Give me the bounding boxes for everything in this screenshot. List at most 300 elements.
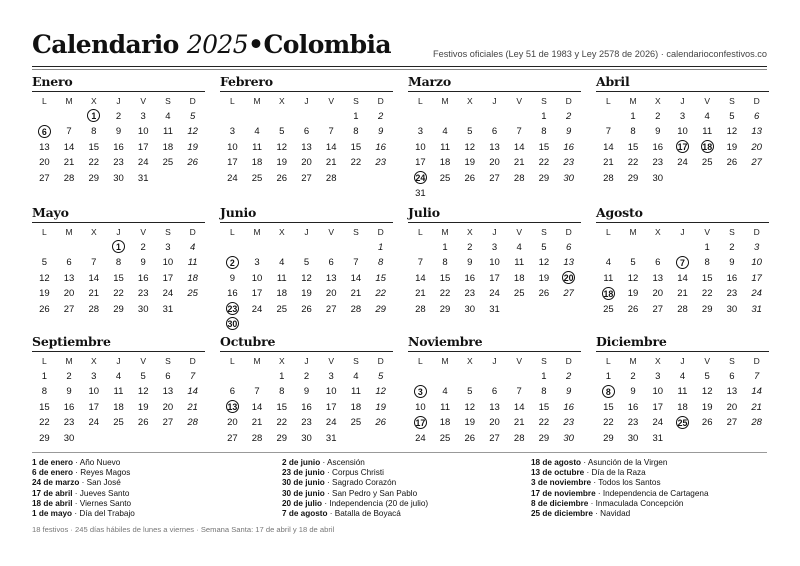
month-name: Marzo — [408, 74, 451, 89]
day-cell: 7 — [189, 371, 196, 382]
day-cell: 31 — [162, 303, 174, 315]
day-cell: 8 — [41, 386, 47, 398]
day-cell: 12 — [137, 386, 149, 398]
day-cell: 24 — [137, 157, 149, 169]
day-cell: 9 — [565, 386, 572, 398]
day-cell: 25 — [439, 172, 451, 184]
day-cell: 17 — [751, 272, 762, 284]
day-cell: 25 — [187, 288, 198, 300]
day-cell: 1 — [41, 371, 47, 382]
day-cell: 27 — [325, 303, 337, 315]
empty-cell — [220, 240, 245, 255]
holiday-date: 17 de abril — [32, 488, 73, 498]
weekday-header: J — [304, 227, 309, 237]
weekday-header: X — [278, 227, 285, 237]
day-cell: 11 — [440, 401, 450, 413]
day-cell: 5 — [303, 257, 310, 269]
day-cell: 10 — [677, 126, 688, 138]
day-cell: 17 — [325, 401, 337, 413]
day-cell: 12 — [464, 141, 476, 153]
day-cell: 17 — [652, 401, 664, 413]
holiday-date: 30 de junio — [282, 488, 325, 498]
day-cell: 30 — [627, 432, 639, 444]
weekday-header: V — [516, 227, 523, 237]
day-cell: 24 — [251, 303, 263, 315]
weekday-header: S — [729, 227, 735, 237]
holiday-day: 13 — [227, 402, 238, 413]
day-cell: 3 — [254, 257, 260, 269]
day-cell: 15 — [39, 401, 50, 413]
weekday-header: V — [516, 356, 523, 366]
day-cell: 30 — [563, 432, 574, 444]
month-divider — [32, 222, 205, 223]
day-cell: 5 — [541, 242, 547, 253]
empty-cell — [269, 240, 294, 255]
weekday-header: D — [189, 356, 196, 366]
title-year: 2025 — [186, 30, 249, 59]
weekday-header: V — [328, 227, 335, 237]
day-cell: 11 — [514, 257, 525, 269]
empty-cell — [245, 369, 270, 384]
day-cell: 15 — [701, 272, 713, 284]
empty-cell — [596, 109, 621, 124]
day-cell: 10 — [415, 401, 426, 413]
day-cell: 20 — [227, 417, 238, 429]
day-cell: 30 — [464, 303, 476, 315]
weekday-header: X — [90, 227, 97, 237]
holiday-day: 23 — [227, 304, 238, 315]
weekday-header: V — [140, 356, 147, 366]
holiday-date: 17 de noviembre — [531, 488, 596, 498]
month-name: Diciembre — [596, 334, 667, 349]
day-cell: 14 — [88, 272, 100, 284]
month-junio — [220, 205, 393, 332]
day-cell: 15 — [113, 272, 124, 284]
day-cell: 22 — [276, 417, 288, 429]
day-cell: 28 — [415, 303, 426, 315]
day-cell: 27 — [63, 303, 75, 315]
day-cell: 13 — [325, 272, 337, 284]
weekday-header: X — [278, 356, 285, 366]
day-cell: 23 — [563, 417, 574, 429]
weekday-header: M — [65, 356, 73, 366]
day-cell: 2 — [303, 371, 310, 382]
weekday-header: J — [116, 227, 121, 237]
day-cell: 23 — [63, 417, 75, 429]
month-name: Noviembre — [408, 334, 483, 349]
day-cell: 11 — [702, 126, 713, 138]
month-days-grid — [220, 225, 393, 332]
day-cell: 28 — [251, 432, 263, 444]
holiday-name: Viernes Santo — [79, 498, 132, 508]
holiday-entry: 20 de julio · Independencia (20 de julio) — [282, 498, 429, 508]
day-cell: 21 — [325, 157, 337, 169]
weekday-header: D — [565, 227, 572, 237]
weekday-header: X — [90, 96, 97, 106]
holiday-name: Navidad — [600, 509, 631, 519]
day-cell: 23 — [113, 157, 124, 169]
day-cell: 21 — [751, 401, 762, 413]
holiday-name: Jueves Santo — [79, 488, 130, 498]
day-cell: 29 — [276, 432, 288, 444]
day-cell: 31 — [415, 187, 426, 199]
day-cell: 10 — [88, 386, 100, 398]
month-days-grid — [596, 225, 769, 317]
weekday-header: L — [417, 96, 423, 106]
day-cell: 8 — [541, 386, 547, 398]
day-cell: 13 — [489, 141, 500, 153]
day-cell: 26 — [301, 303, 312, 315]
day-cell: 23 — [652, 157, 664, 169]
day-cell: 12 — [701, 386, 713, 398]
day-cell: 26 — [276, 172, 288, 184]
footnote: 18 festivos · 245 días hábiles de lunes a viernes · Semana Santa: 17 de abril y 18 de abril — [32, 525, 335, 534]
month-divider — [596, 91, 769, 92]
day-cell: 28 — [325, 172, 337, 184]
day-cell: 27 — [489, 172, 500, 184]
day-cell: 12 — [538, 257, 550, 269]
holiday-column — [282, 458, 428, 519]
day-cell: 9 — [655, 126, 661, 138]
day-cell: 9 — [303, 386, 310, 398]
empty-cell — [457, 109, 482, 124]
day-cell: 24 — [415, 432, 426, 444]
weekday-header: L — [41, 227, 47, 237]
day-cell: 28 — [88, 303, 100, 315]
month-enero — [32, 74, 205, 186]
day-cell: 16 — [301, 401, 312, 413]
day-cell: 7 — [516, 126, 522, 138]
holiday-entry: 6 de enero · Reyes Magos — [32, 468, 131, 478]
day-cell: 7 — [516, 386, 522, 398]
day-cell: 11 — [440, 141, 450, 153]
day-cell: 5 — [729, 111, 735, 122]
day-cell: 2 — [565, 371, 572, 382]
holiday-entry: 17 de abril · Jueves Santo — [32, 488, 130, 498]
day-cell: 13 — [39, 141, 50, 153]
weekday-header: L — [229, 96, 235, 106]
day-cell: 11 — [113, 386, 124, 398]
day-cell: 7 — [254, 386, 260, 398]
day-cell: 24 — [489, 288, 500, 300]
day-cell: 19 — [464, 157, 476, 169]
month-name: Julio — [408, 205, 440, 220]
day-cell: 14 — [513, 401, 525, 413]
day-cell: 13 — [301, 141, 312, 153]
day-cell: 10 — [227, 141, 238, 153]
day-cell: 16 — [563, 141, 574, 153]
day-cell: 29 — [375, 303, 386, 315]
day-cell: 4 — [516, 242, 522, 253]
holiday-name: Ascensión — [327, 458, 365, 467]
day-cell: 25 — [162, 157, 174, 169]
weekday-header: D — [377, 96, 384, 106]
weekday-header: S — [165, 227, 171, 237]
day-cell: 9 — [467, 257, 473, 269]
day-cell: 29 — [538, 172, 550, 184]
weekday-header: J — [116, 96, 121, 106]
day-cell: 9 — [729, 257, 735, 269]
day-cell: 6 — [655, 257, 661, 269]
day-cell: 21 — [88, 288, 100, 300]
day-cell: 22 — [350, 157, 362, 169]
day-cell: 23 — [301, 417, 312, 429]
day-cell: 10 — [251, 272, 263, 284]
day-cell: 5 — [189, 111, 196, 122]
day-cell: 31 — [652, 432, 664, 444]
day-cell: 2 — [377, 111, 384, 122]
month-divider — [32, 351, 205, 352]
holiday-day: 20 — [563, 273, 574, 284]
day-cell: 5 — [704, 371, 710, 382]
empty-cell — [408, 109, 433, 124]
day-cell: 1 — [279, 371, 285, 382]
day-cell: 2 — [565, 111, 572, 122]
day-cell: 18 — [187, 272, 198, 284]
day-cell: 21 — [251, 417, 263, 429]
day-cell: 28 — [751, 417, 762, 429]
day-cell: 5 — [630, 257, 636, 269]
day-cell: 17 — [162, 272, 174, 284]
day-cell: 19 — [375, 401, 386, 413]
day-cell: 14 — [415, 272, 426, 284]
holiday-entry: 18 de agosto · Asunción de la Virgen — [531, 458, 668, 467]
day-cell: 22 — [603, 417, 614, 429]
day-cell: 10 — [415, 141, 426, 153]
day-cell: 27 — [751, 157, 762, 169]
day-cell: 21 — [350, 288, 362, 300]
day-cell: 18 — [162, 141, 174, 153]
day-cell: 19 — [538, 272, 550, 284]
day-cell: 13 — [63, 272, 75, 284]
day-cell: 24 — [88, 417, 100, 429]
day-cell: 30 — [301, 432, 312, 444]
day-cell: 11 — [350, 386, 361, 398]
weekday-header: X — [654, 96, 661, 106]
day-cell: 2 — [655, 111, 661, 122]
holiday-name: Todos los Santos — [598, 478, 661, 488]
weekday-header: L — [605, 356, 611, 366]
month-days-grid — [408, 94, 581, 201]
weekday-header: X — [466, 96, 473, 106]
day-cell: 19 — [301, 288, 312, 300]
month-septiembre — [32, 334, 205, 446]
day-cell: 18 — [350, 401, 362, 413]
weekday-header: L — [41, 96, 47, 106]
day-cell: 16 — [652, 141, 664, 153]
month-days-grid — [220, 354, 393, 446]
month-agosto — [596, 205, 769, 317]
day-cell: 1 — [541, 111, 547, 122]
empty-cell — [621, 240, 646, 255]
month-divider — [408, 351, 581, 352]
day-cell: 8 — [377, 257, 384, 269]
holiday-name: Batalla de Boyacá — [334, 509, 401, 519]
holiday-date: 25 de diciembre — [531, 509, 593, 519]
day-cell: 11 — [677, 386, 688, 398]
day-cell: 3 — [328, 371, 334, 382]
holiday-date: 8 de diciembre — [531, 498, 589, 508]
weekday-header: D — [565, 96, 572, 106]
month-name: Enero — [32, 74, 73, 89]
empty-cell — [57, 109, 82, 124]
month-name: Junio — [220, 205, 257, 220]
empty-cell — [294, 240, 319, 255]
day-cell: 10 — [137, 126, 149, 138]
weekday-header: S — [353, 96, 359, 106]
weekday-header: J — [680, 356, 685, 366]
weekday-header: M — [441, 356, 449, 366]
holiday-date: 18 de abril — [32, 498, 73, 508]
empty-cell — [670, 240, 695, 255]
holiday-day: 7 — [670, 255, 695, 270]
day-cell: 28 — [603, 172, 614, 184]
day-cell: 6 — [303, 126, 310, 138]
day-cell: 30 — [63, 432, 75, 444]
day-cell: 3 — [140, 111, 146, 122]
day-cell: 31 — [751, 303, 762, 315]
weekday-header: D — [189, 227, 196, 237]
day-cell: 19 — [627, 288, 639, 300]
day-cell: 6 — [66, 257, 72, 269]
day-cell: 15 — [276, 401, 288, 413]
month-marzo — [408, 74, 581, 201]
holiday-day: 30 — [227, 319, 238, 330]
day-cell: 27 — [39, 172, 50, 184]
weekday-header: M — [441, 96, 449, 106]
day-cell: 8 — [704, 257, 710, 269]
day-cell: 12 — [375, 386, 386, 398]
day-cell: 4 — [115, 371, 122, 382]
holiday-entry: 30 de junio · Sagrado Corazón — [282, 478, 397, 488]
weekday-header: S — [541, 96, 547, 106]
weekday-header: S — [353, 227, 359, 237]
day-cell: 24 — [652, 417, 664, 429]
day-cell: 18 — [677, 401, 688, 413]
day-cell: 21 — [415, 288, 426, 300]
holiday-day: 25 — [677, 417, 688, 428]
holiday-date: 20 de julio — [282, 498, 323, 508]
day-cell: 21 — [603, 157, 614, 169]
day-cell: 10 — [325, 386, 337, 398]
day-cell: 8 — [541, 126, 547, 138]
holiday-day: 24 — [415, 173, 426, 184]
day-cell: 6 — [165, 371, 171, 382]
holiday-entry: 1 de enero · Año Nuevo — [32, 458, 121, 467]
day-cell: 31 — [137, 172, 149, 184]
weekday-header: L — [417, 356, 423, 366]
month-divider — [408, 222, 581, 223]
weekday-header: D — [753, 227, 760, 237]
day-cell: 26 — [726, 157, 738, 169]
day-cell: 22 — [627, 157, 639, 169]
day-cell: 17 — [137, 141, 149, 153]
weekday-header: X — [654, 356, 661, 366]
day-cell: 8 — [279, 386, 285, 398]
holiday-name: San José — [86, 478, 121, 488]
day-cell: 30 — [113, 172, 124, 184]
holiday-column — [531, 458, 709, 519]
day-cell: 12 — [627, 272, 639, 284]
day-cell: 19 — [726, 141, 738, 153]
holiday-entry: 25 de diciembre · Navidad — [531, 509, 631, 519]
empty-cell — [319, 240, 344, 255]
day-cell: 11 — [603, 272, 614, 284]
holiday-name: San Pedro y San Pablo — [332, 488, 418, 498]
holiday-entry: 2 de junio · Ascensión — [282, 458, 365, 467]
weekday-header: J — [116, 356, 121, 366]
holiday-name: Corpus Christi — [332, 468, 384, 478]
day-cell: 13 — [652, 272, 664, 284]
day-cell: 25 — [251, 172, 263, 184]
day-cell: 13 — [489, 401, 500, 413]
day-cell: 22 — [701, 288, 713, 300]
weekday-header: D — [753, 356, 760, 366]
day-cell: 22 — [375, 288, 386, 300]
month-days-grid — [408, 354, 581, 446]
month-name: Octubre — [220, 334, 276, 349]
day-cell: 10 — [489, 257, 500, 269]
day-cell: 30 — [563, 172, 574, 184]
empty-cell — [220, 369, 245, 384]
day-cell: 22 — [538, 417, 550, 429]
weekday-header: D — [377, 227, 384, 237]
holiday-name: Inmaculada Concepción — [595, 498, 684, 508]
day-cell: 6 — [565, 242, 572, 253]
month-divider — [220, 222, 393, 223]
weekday-header: V — [328, 96, 335, 106]
holiday-entry: 3 de noviembre · Todos los Santos — [531, 478, 661, 488]
month-days-grid — [32, 225, 205, 317]
day-cell: 8 — [353, 126, 359, 138]
day-cell: 25 — [513, 288, 525, 300]
day-cell: 24 — [162, 288, 174, 300]
holiday-entry: 8 de diciembre · Inmaculada Concepción — [531, 498, 684, 508]
day-cell: 21 — [513, 417, 525, 429]
day-cell: 3 — [491, 242, 498, 253]
holiday-date: 3 de noviembre — [531, 478, 592, 488]
day-cell: 28 — [513, 432, 525, 444]
day-cell: 21 — [63, 157, 75, 169]
day-cell: 24 — [325, 417, 337, 429]
day-cell: 25 — [701, 157, 713, 169]
day-cell: 4 — [605, 257, 611, 269]
day-cell: 9 — [377, 126, 384, 138]
day-cell: 1 — [605, 371, 611, 382]
holiday-column — [32, 458, 135, 519]
weekday-header: M — [253, 227, 261, 237]
holidays-divider — [32, 452, 767, 453]
weekday-header: L — [229, 227, 235, 237]
weekday-header: L — [417, 227, 423, 237]
day-cell: 5 — [140, 371, 146, 382]
day-cell: 26 — [627, 303, 639, 315]
day-cell: 26 — [137, 417, 149, 429]
empty-cell — [507, 109, 532, 124]
holiday-date: 30 de junio — [282, 478, 325, 488]
month-julio — [408, 205, 581, 317]
weekday-header: J — [492, 356, 497, 366]
empty-cell — [344, 240, 369, 255]
empty-cell — [245, 109, 270, 124]
month-diciembre — [596, 334, 769, 446]
holiday-entry: 23 de junio · Corpus Christi — [282, 468, 384, 478]
day-cell: 25 — [350, 417, 362, 429]
day-cell: 5 — [41, 257, 47, 269]
header-divider — [32, 66, 767, 67]
day-cell: 18 — [439, 157, 451, 169]
holiday-name: Año Nuevo — [79, 458, 121, 467]
